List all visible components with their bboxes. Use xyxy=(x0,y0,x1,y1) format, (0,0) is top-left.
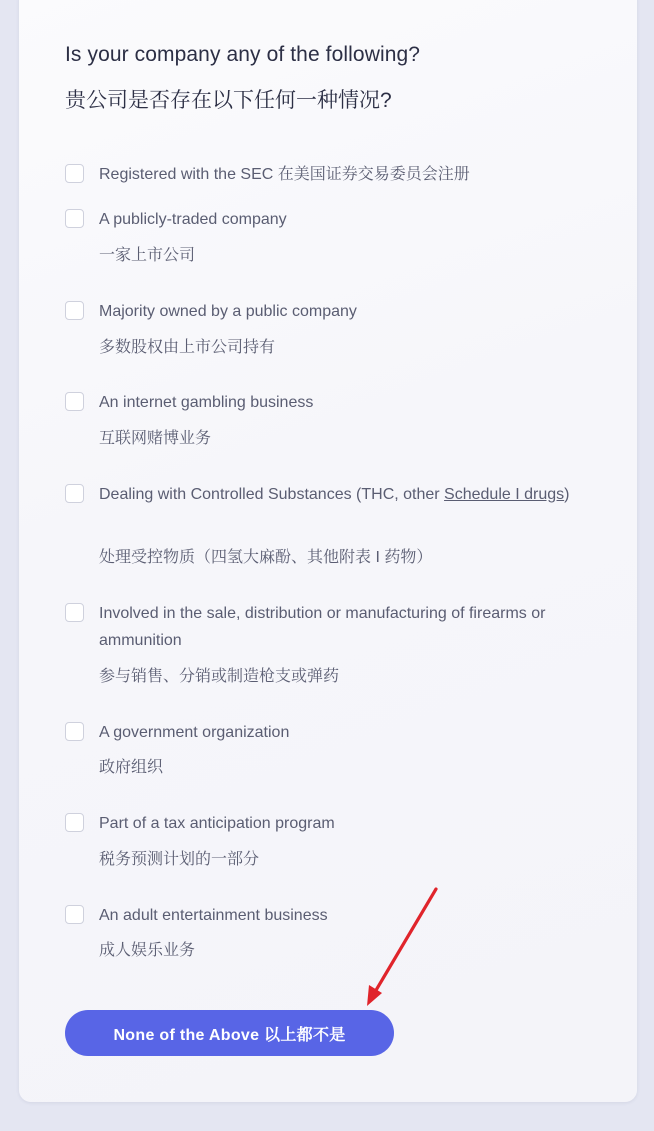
option-label-zh: 互联网赌博业务 xyxy=(99,430,212,447)
schedule-i-drugs-link[interactable]: Schedule I drugs xyxy=(444,486,565,503)
none-of-the-above-button[interactable]: None of the Above 以上都不是 xyxy=(65,1010,394,1056)
checkbox-publicly-traded[interactable] xyxy=(65,209,84,228)
option-label-en: A government organization xyxy=(99,724,290,741)
option-label-en: Part of a tax anticipation program xyxy=(99,815,335,832)
option-label-zh: 处理受控物质（四氢大麻酚、其他附表 I 药物） xyxy=(99,549,433,566)
option-label-en: Majority owned by a public company xyxy=(99,303,357,320)
option-label-en: A publicly-traded company xyxy=(99,211,287,228)
option-label-zh: 一家上市公司 xyxy=(99,247,196,264)
question-heading-zh: 贵公司是否存在以下任何一种情况? xyxy=(65,89,392,112)
arrow-head xyxy=(367,985,382,1006)
option-label-en: Registered with the SEC 在美国证券交易委员会注册 xyxy=(99,166,470,183)
checkbox-firearms[interactable] xyxy=(65,603,84,622)
checkbox-sec-registered[interactable] xyxy=(65,164,84,183)
option-label-en xyxy=(99,481,579,508)
option-label-zh: 多数股权由上市公司持有 xyxy=(99,339,276,356)
option-label-zh: 成人娱乐业务 xyxy=(99,942,196,959)
checkbox-controlled-substances[interactable] xyxy=(65,484,84,503)
arrow-shaft xyxy=(372,889,436,997)
checkbox-internet-gambling[interactable] xyxy=(65,392,84,411)
option-label-en: An internet gambling business xyxy=(99,394,314,411)
option-label-zh: 参与销售、分销或制造枪支或弹药 xyxy=(99,668,340,685)
checkbox-government-organization[interactable] xyxy=(65,722,84,741)
option-label-en: An adult entertainment business xyxy=(99,907,328,924)
option-label-zh: 政府组织 xyxy=(99,759,164,776)
checkbox-tax-anticipation[interactable] xyxy=(65,813,84,832)
option-label-en-suffix: ) xyxy=(564,486,570,503)
red-arrow-annotation xyxy=(360,885,445,1010)
question-heading-en: Is your company any of the following? xyxy=(65,43,421,66)
checkbox-majority-owned[interactable] xyxy=(65,301,84,320)
option-label-zh: 税务预测计划的一部分 xyxy=(99,851,260,868)
option-label-en-prefix: Dealing with Controlled Substances (THC, other xyxy=(99,486,445,503)
checkbox-adult-entertainment[interactable] xyxy=(65,905,84,924)
option-label-en: Involved in the sale, distribution or manufacturing of firearms or ammunition xyxy=(99,605,546,649)
